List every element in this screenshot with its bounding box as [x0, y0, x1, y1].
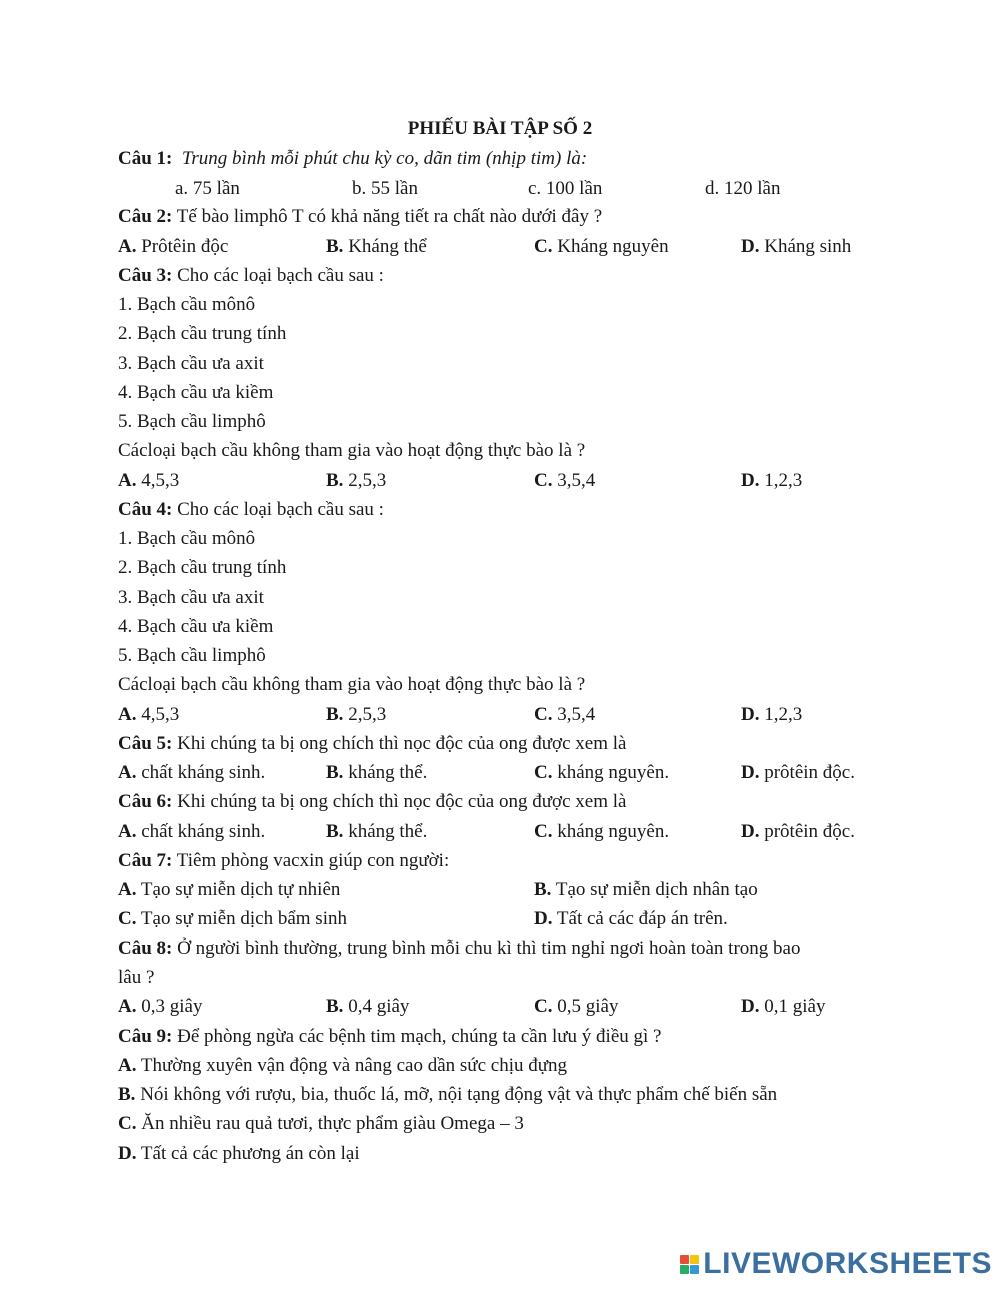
question-text: Cho các loại bạch cầu sau : — [177, 265, 384, 286]
question-prompt: Cácloại bạch cầu không tham gia vào hoạt động thực bào là ? — [118, 674, 586, 695]
q8-option-b[interactable]: B. 0,4 giây — [326, 996, 410, 1017]
question-label: Câu 5: — [118, 733, 173, 754]
q2-option-b[interactable]: B. Kháng thể — [326, 236, 427, 257]
q2-option-c[interactable]: C. Kháng nguyên — [534, 236, 669, 257]
question-label: Câu 7: — [118, 850, 173, 871]
q3-option-b[interactable]: B. 2,5,3 — [326, 470, 387, 491]
q9-option-c[interactable]: C. Ăn nhiều rau quả tươi, thực phẩm giàu Omega – 3 — [118, 1113, 524, 1134]
question-prompt: Cácloại bạch cầu không tham gia vào hoạt động thực bào là ? — [118, 440, 586, 461]
logo-square — [690, 1265, 699, 1274]
q9-option-b[interactable]: B. Nói không với rượu, bia, thuốc lá, mỡ, nội tạng động vật và thực phẩm chế biến sẵn — [118, 1084, 778, 1105]
logo-text: LIVEWORKSHEETS — [703, 1247, 992, 1280]
q5-option-c[interactable]: C. kháng nguyên. — [534, 762, 670, 783]
q3-option-d[interactable]: D. 1,2,3 — [741, 470, 803, 491]
q9-option-a[interactable]: A. Thường xuyên vận động và nâng cao dần sức chịu đựng — [118, 1055, 568, 1076]
logo-square — [680, 1255, 689, 1264]
list-item: 3. Bạch cầu ưa axit — [118, 587, 264, 608]
q6-option-d[interactable]: D. prôtêin độc. — [741, 821, 855, 842]
question-5 — [118, 733, 626, 755]
question-label: Câu 2: — [118, 206, 173, 227]
q1-option-c[interactable]: c. 100 lần — [528, 178, 603, 199]
q5-option-d[interactable]: D. prôtêin độc. — [741, 762, 855, 783]
q4-option-c[interactable]: C. 3,5,4 — [534, 704, 596, 725]
list-item: 2. Bạch cầu trung tính — [118, 323, 287, 344]
q1-option-d[interactable]: d. 120 lần — [705, 178, 781, 199]
worksheet-title: PHIẾU BÀI TẬP SỐ 2 — [407, 118, 593, 139]
q1-option-a[interactable]: a. 75 lần — [175, 178, 240, 199]
question-1 — [118, 148, 587, 170]
question-label: Câu 3: — [118, 265, 173, 286]
q3-option-c[interactable]: C. 3,5,4 — [534, 470, 596, 491]
q7-option-c[interactable]: C. Tạo sự miễn dịch bẩm sinh — [118, 908, 347, 929]
list-item: 4. Bạch cầu ưa kiềm — [118, 616, 274, 637]
question-8 — [118, 938, 800, 960]
q6-option-a[interactable]: A. chất kháng sinh. — [118, 821, 266, 842]
question-text: Tiêm phòng vacxin giúp con người: — [176, 850, 450, 871]
list-item: 1. Bạch cầu mônô — [118, 294, 256, 315]
liveworksheets-logo — [680, 1249, 992, 1279]
q2-option-a[interactable]: A. Prôtêin độc — [118, 236, 229, 257]
question-text: Ở người bình thường, trung bình mỗi chu kì thì tim nghỉ ngơi hoàn toàn trong bao — [177, 938, 801, 959]
q4-option-a[interactable]: A. 4,5,3 — [118, 704, 180, 725]
question-9 — [118, 1026, 662, 1048]
q7-option-b[interactable]: B. Tạo sự miễn dịch nhân tạo — [534, 879, 758, 900]
q4-option-d[interactable]: D. 1,2,3 — [741, 704, 803, 725]
q7-option-d[interactable]: D. Tất cả các đáp án trên. — [534, 908, 728, 929]
question-text: Tế bào limphô T có khả năng tiết ra chất nào dưới đây ? — [176, 206, 603, 227]
question-6 — [118, 791, 626, 813]
question-label: Câu 1: — [118, 148, 173, 169]
q3-option-a[interactable]: A. 4,5,3 — [118, 470, 180, 491]
q8-option-c[interactable]: C. 0,5 giây — [534, 996, 619, 1017]
question-text: Khi chúng ta bị ong chích thì nọc độc của ong được xem là — [177, 791, 627, 812]
question-text: Để phòng ngừa các bệnh tim mạch, chúng ta cần lưu ý điều gì ? — [177, 1026, 662, 1047]
question-label: Câu 9: — [118, 1026, 173, 1047]
list-item: 2. Bạch cầu trung tính — [118, 557, 287, 578]
question-label: Câu 4: — [118, 499, 173, 520]
list-item: 4. Bạch cầu ưa kiềm — [118, 382, 274, 403]
question-label: Câu 8: — [118, 938, 173, 959]
logo-square — [680, 1265, 689, 1274]
question-text: Khi chúng ta bị ong chích thì nọc độc của ong được xem là — [177, 733, 627, 754]
list-item: 1. Bạch cầu mônô — [118, 528, 256, 549]
q8-option-a[interactable]: A. 0,3 giây — [118, 996, 203, 1017]
q8-option-d[interactable]: D. 0,1 giây — [741, 996, 826, 1017]
question-label: Câu 6: — [118, 791, 173, 812]
question-text-continued: lâu ? — [118, 967, 155, 988]
question-4 — [118, 499, 384, 521]
question-3 — [118, 265, 384, 287]
logo-mark-icon — [680, 1255, 699, 1274]
list-item: 3. Bạch cầu ưa axit — [118, 353, 264, 374]
question-7 — [118, 850, 449, 872]
question-2 — [118, 206, 602, 228]
q6-option-b[interactable]: B. kháng thể. — [326, 821, 428, 842]
q7-option-a[interactable]: A. Tạo sự miễn dịch tự nhiên — [118, 879, 341, 900]
q4-option-b[interactable]: B. 2,5,3 — [326, 704, 387, 725]
q6-option-c[interactable]: C. kháng nguyên. — [534, 821, 670, 842]
logo-square — [690, 1255, 699, 1264]
q5-option-b[interactable]: B. kháng thể. — [326, 762, 428, 783]
question-text: Trung bình mỗi phút chu kỳ co, dãn tim (nhịp tim) là: — [181, 148, 588, 169]
q2-option-d[interactable]: D. Kháng sinh — [741, 236, 852, 257]
q5-option-a[interactable]: A. chất kháng sinh. — [118, 762, 266, 783]
question-text: Cho các loại bạch cầu sau : — [177, 499, 384, 520]
list-item: 5. Bạch cầu limphô — [118, 645, 266, 666]
q1-option-b[interactable]: b. 55 lần — [352, 178, 418, 199]
list-item: 5. Bạch cầu limphô — [118, 411, 266, 432]
q9-option-d[interactable]: D. Tất cả các phương án còn lại — [118, 1143, 360, 1164]
